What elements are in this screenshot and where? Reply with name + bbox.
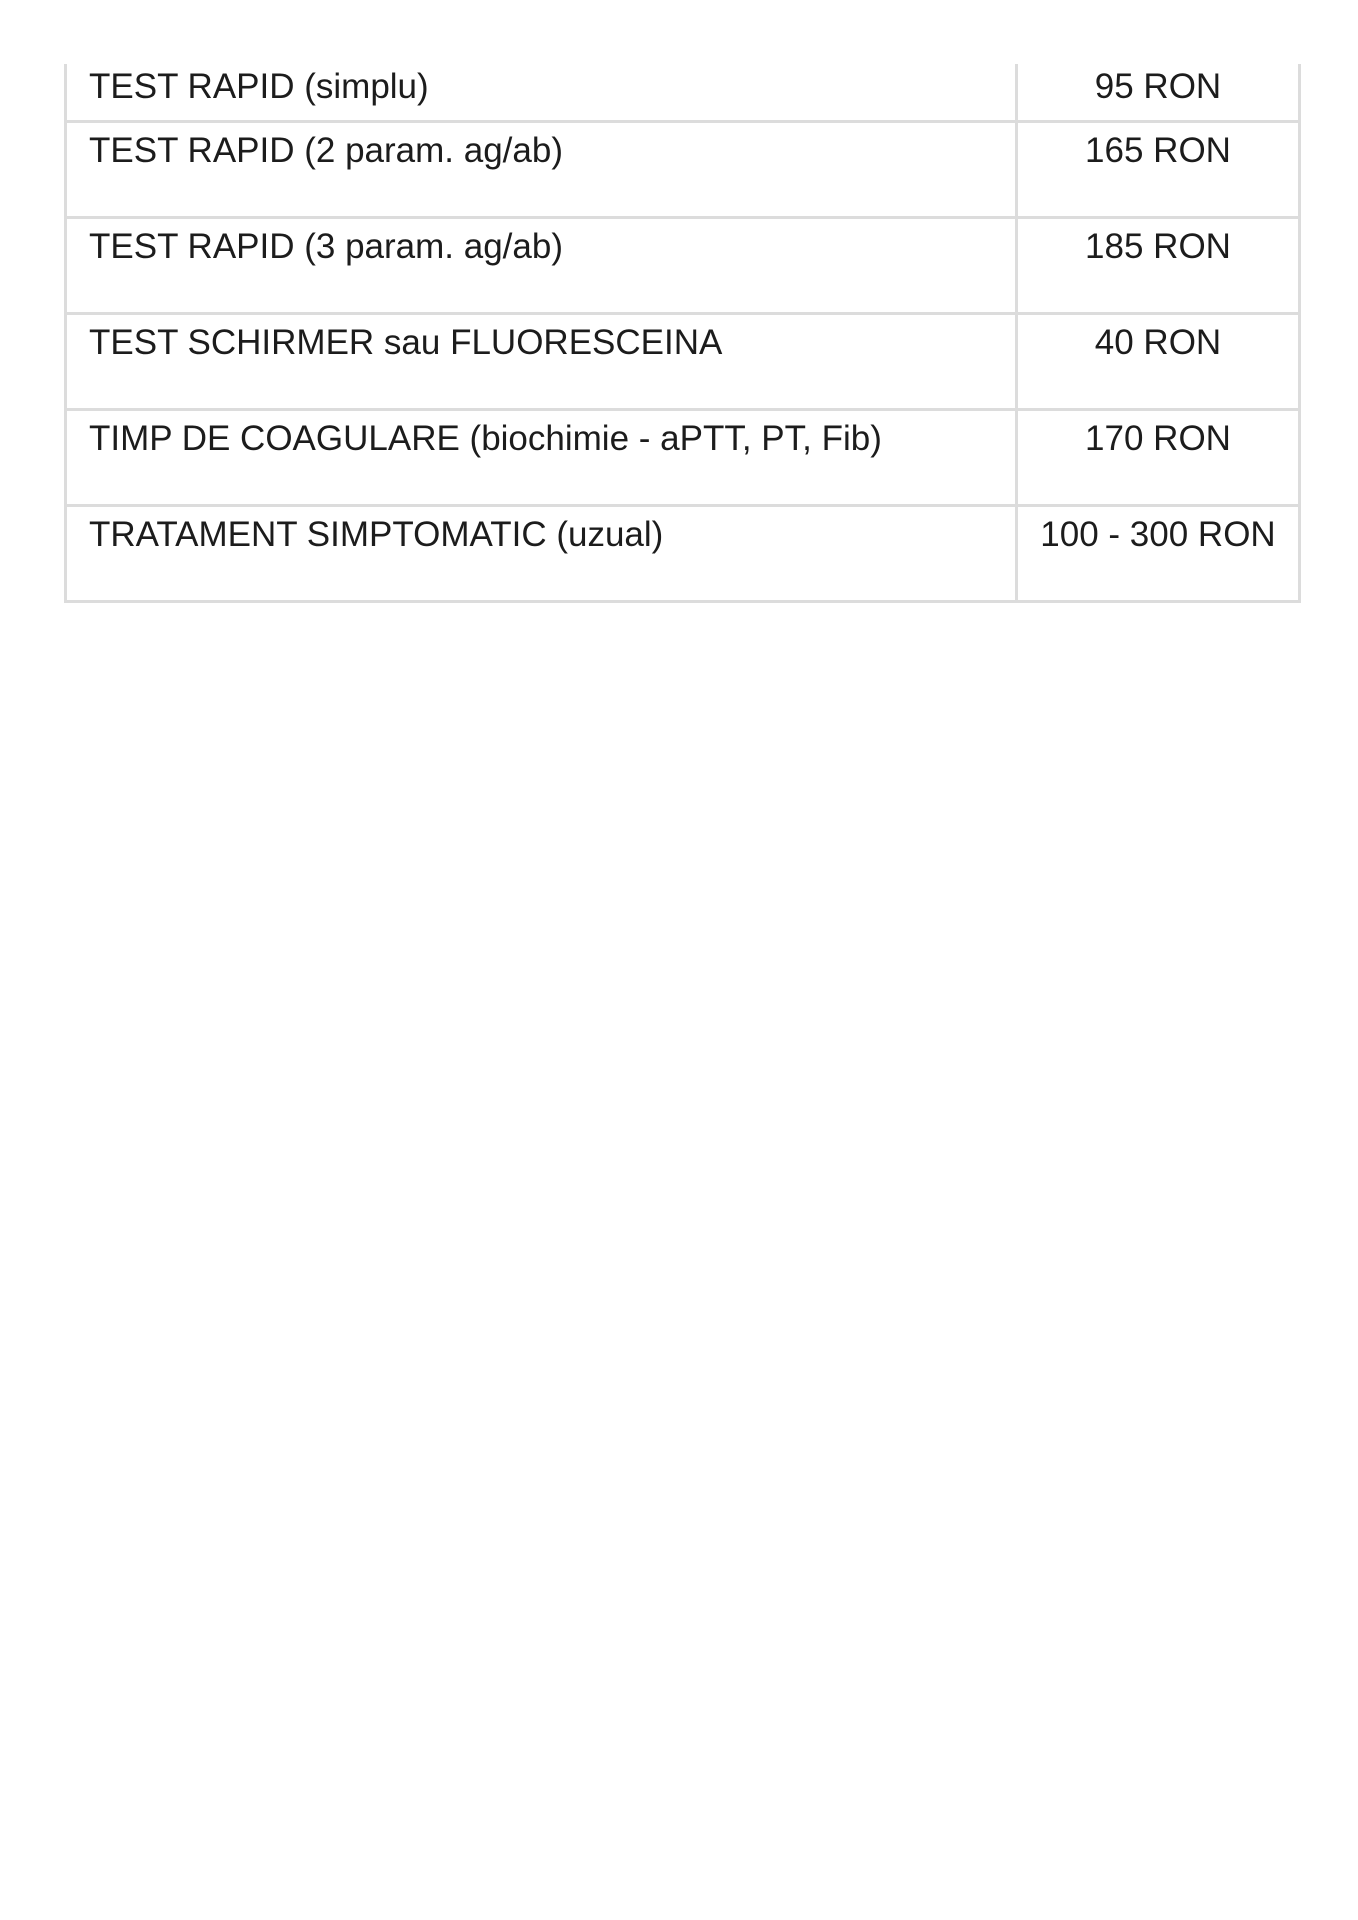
service-price: 170 RON (1017, 409, 1300, 505)
service-name: TEST RAPID (3 param. ag/ab) (66, 217, 1017, 313)
service-price: 100 - 300 RON (1017, 505, 1300, 601)
service-name: TEST RAPID (simplu) (66, 64, 1017, 121)
table-row (66, 64, 1300, 121)
table-row (66, 313, 1300, 409)
table-row (66, 217, 1300, 313)
service-name: TEST RAPID (2 param. ag/ab) (66, 121, 1017, 217)
service-name: TRATAMENT SIMPTOMATIC (uzual) (66, 505, 1017, 601)
service-price: 95 RON (1017, 64, 1300, 121)
service-price: 165 RON (1017, 121, 1300, 217)
price-table (64, 64, 1301, 603)
service-name: TIMP DE COAGULARE (biochimie - aPTT, PT, Fib) (66, 409, 1017, 505)
table-row (66, 409, 1300, 505)
table-row (66, 505, 1300, 601)
service-price: 40 RON (1017, 313, 1300, 409)
service-name: TEST SCHIRMER sau FLUORESCEINA (66, 313, 1017, 409)
service-price: 185 RON (1017, 217, 1300, 313)
table-row (66, 121, 1300, 217)
